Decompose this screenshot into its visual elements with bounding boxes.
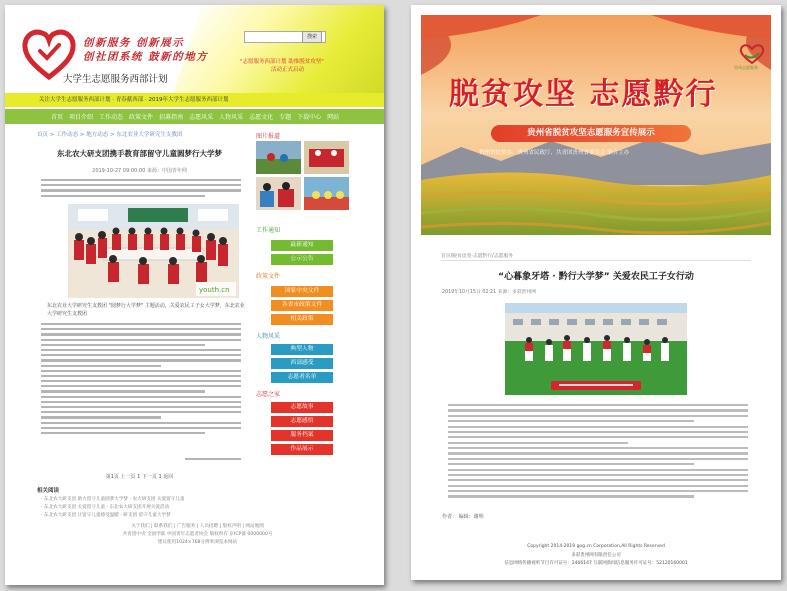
sidebar-button[interactable]: 国家中央文件: [271, 286, 333, 297]
sidebar-button[interactable]: 公示公告: [271, 254, 333, 265]
header-slogan-line2: 创社团系统 鼓新的地方: [83, 51, 209, 63]
article-body-text: [448, 404, 748, 501]
nav-item[interactable]: 下载中心: [297, 114, 322, 121]
sidebar-people-title: 人物风采: [256, 333, 281, 340]
nav-item[interactable]: 首页: [51, 114, 64, 121]
nav-item[interactable]: 志愿文化: [249, 114, 274, 121]
search-button[interactable]: 搜索: [302, 31, 322, 43]
header-note: "志愿服务西部计划 助推脱贫攻坚": [240, 59, 324, 65]
footer-line[interactable]: 关于我们 | 联系我们 | 广告服务 | 人员招聘 | 版权声明 | 网站地图: [131, 524, 264, 529]
related-item[interactable]: · 东北农大研支团 关爱留守儿童 · 东北农大研支团开展关爱活动: [41, 505, 170, 510]
article-meta: 2019年10月15日 02:21 来源：多彩贵州网: [442, 290, 537, 295]
banner-note: 贵州省扶贫办、贵州省民政厅、共青团贵州省委员会 联合主办: [479, 150, 630, 156]
announcement-bar: 关注大学生志愿服务西部计划 · 青春献西部 · 2019年大学生志愿服务西部计划: [5, 93, 384, 107]
related-title: 相关阅读: [37, 488, 60, 494]
sidebar-button[interactable]: 相关政策: [271, 314, 333, 325]
article-title: “心暮象牙塔 · 黔行大学梦” 关爱农民工子女行动: [498, 272, 694, 282]
footer-line: 共青团中央 全国学联 中国青年志愿者协会 版权所有 京ICP备 0000000号: [122, 532, 273, 537]
related-item[interactable]: · 东北农大研支团 让留守儿童感受温暖 · 研支团 留守儿童大学梦: [41, 513, 171, 518]
left-webpage: [5, 5, 384, 585]
nav-item[interactable]: 项目介绍: [69, 114, 94, 121]
site-subtitle: 大学生志愿服务西部计划: [63, 74, 168, 85]
divider: [441, 260, 751, 261]
svg-text:youth.cn: youth.cn: [199, 286, 230, 294]
nav-item[interactable]: 工作动态: [99, 114, 124, 121]
nav-item[interactable]: 政策文件: [129, 114, 154, 121]
breadcrumb[interactable]: 首页/脱贫攻坚·志愿黔行/志愿服务: [441, 254, 513, 259]
banner-title: 脱贫攻坚 志愿黔行: [449, 77, 718, 112]
banner-logo-text: 贵州志愿服务: [734, 65, 758, 70]
banner-subtitle: 贵州省脱贫攻坚志愿服务宣传展示: [491, 125, 691, 142]
campaign-banner: [421, 15, 771, 235]
header-decoration: [160, 5, 384, 93]
header-slogan-line1: 创新服务 创新展示: [83, 37, 185, 49]
sidebar-thumbnail[interactable]: [304, 177, 349, 210]
footer-line: 多彩贵州网有限责任公司: [571, 552, 621, 558]
sidebar-policy-title: 政策文件: [256, 273, 281, 280]
sidebar-button[interactable]: 志愿者名单: [271, 372, 333, 383]
sidebar-button[interactable]: 各省市政策文件: [271, 300, 333, 311]
breadcrumb[interactable]: 首页 > 工作动态 > 地方动态 > 东北农业大学研究生支教团: [37, 132, 183, 138]
footer-line: Copyright 2014-2019 gog.cn Corporation,All Rights Reserved: [527, 544, 665, 549]
sidebar-button[interactable]: 最新通知: [271, 240, 333, 251]
nav-item[interactable]: 人物风采: [219, 114, 244, 121]
article-intro-text: [41, 179, 241, 200]
nav-item[interactable]: 网站: [327, 114, 340, 121]
site-header: [5, 5, 384, 93]
article-title: 东北农大研支团携手教育部留守儿童圆梦行大学梦: [57, 149, 222, 158]
nav-item[interactable]: 招募指南: [159, 114, 184, 121]
sidebar-button[interactable]: 志愿感悟: [271, 416, 333, 427]
header-note-2: 活动正式启动: [271, 67, 305, 73]
article-photo: [68, 204, 239, 298]
site-footer: [431, 544, 761, 569]
article-photo: [505, 303, 687, 395]
related-list: [41, 496, 241, 520]
sidebar-button[interactable]: 西部感受: [271, 358, 333, 369]
footer-line: 建议使用1024×768分辨率浏览本网站: [157, 540, 238, 545]
sidebar-thumbnail[interactable]: [256, 177, 301, 210]
nav-item[interactable]: 志愿风采: [189, 114, 214, 121]
sidebar-work-title: 工作通知: [256, 227, 281, 234]
sidebar-button[interactable]: 志愿故事: [271, 402, 333, 413]
sidebar-button[interactable]: 典型人物: [271, 344, 333, 355]
sidebar-thumbnail[interactable]: [256, 141, 301, 174]
pagination[interactable]: 第1页 上一页 1 下一页 1 返回: [105, 474, 174, 480]
article-meta: 2019-10-27 09:00:00 来源：中国青年网: [92, 168, 187, 174]
article-editor: [185, 458, 241, 463]
sidebar-thumbnail[interactable]: [304, 141, 349, 174]
volunteer-logo-icon: [739, 43, 765, 65]
main-nav: [5, 109, 384, 124]
article-body-text: [41, 323, 241, 437]
article-author: 作者： 编辑：谢明: [442, 514, 484, 520]
footer-line: 信息网络传播视听节目许可证号：2406147 互联网新闻信息服务许可证号：52120160001: [504, 561, 688, 566]
sidebar-button[interactable]: 作品展示: [271, 444, 333, 455]
nav-item[interactable]: 专题: [279, 114, 292, 121]
right-webpage: [411, 5, 781, 580]
sidebar-button[interactable]: 服务档案: [271, 430, 333, 441]
sidebar-volunteer-title: 志愿之家: [256, 391, 281, 398]
site-footer: [25, 523, 370, 547]
photo-caption: 东北农业大学研究生支教团 "圆梦行大学梦" 主题活动，关爱农民工子女大学梦，东北农业大学研究生支教团: [47, 303, 245, 317]
related-item[interactable]: · 东北农大研支团 助力留守儿童圆梦大学梦 · 农大研支团 关爱留守儿童: [41, 497, 185, 502]
sidebar-photos-title: 图片报道: [256, 133, 281, 140]
